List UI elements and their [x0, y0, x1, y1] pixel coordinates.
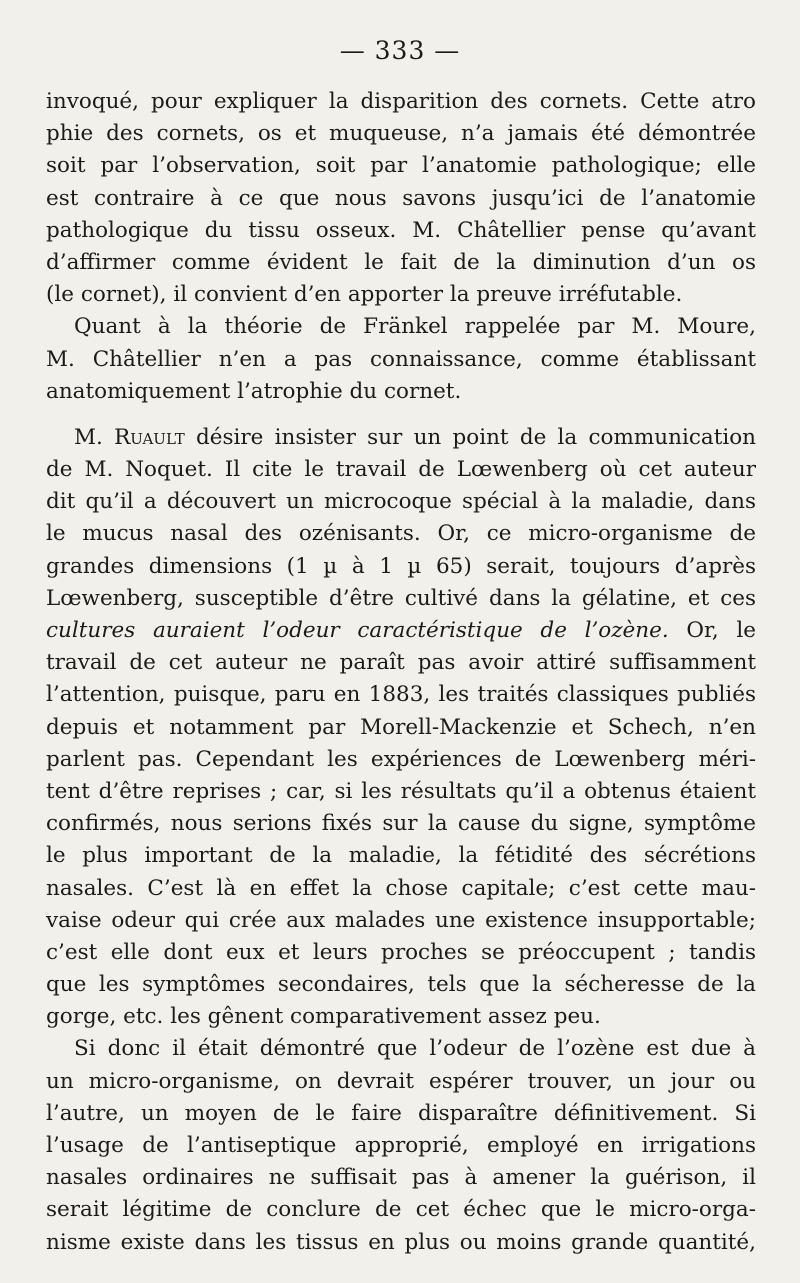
text-line: est contraire à ce que nous savons jusqu’ici de l’anatomie	[46, 185, 756, 211]
text-fragment: désire insister sur un point de la communication	[184, 424, 757, 450]
text-line: depuis et notamment par Morell-Mackenzie et Schech, n’en	[46, 714, 756, 740]
text-line: de M. Noquet. Il cite le travail de Lœwenberg où cet auteur	[46, 457, 756, 483]
text-line	[46, 615, 756, 647]
text-line: l’autre, un moyen de le faire disparaître définitivement. Si	[46, 1100, 756, 1126]
text-line: l’usage de l’antiseptique approprié, employé en irrigations	[46, 1133, 756, 1158]
text-line: dit qu’il a découvert un microcoque spécial à la maladie, dans	[46, 489, 756, 515]
text-line: vaise odeur qui crée aux malades une existence insupportable;	[46, 907, 756, 933]
speaker-name: Ruault	[114, 424, 185, 450]
text-line: c’est elle dont eux et leurs proches se préoccupent ; tandis	[46, 939, 756, 965]
text-line: nasales. C’est là en effet la chose capitale; c’est cette mau-	[46, 875, 756, 901]
text-line: Si donc il était démontré que l’odeur de l’ozène est due à	[74, 1036, 756, 1062]
text-fragment: M.	[74, 424, 115, 450]
body-text	[46, 86, 756, 1259]
text-line: Lœwenberg, susceptible d’être cultivé dans la gélatine, et ces	[46, 585, 756, 611]
text-fragment: Or, le	[668, 618, 756, 643]
text-line: le mucus nasal des ozénisants. Or, ce micro-organisme de	[46, 521, 756, 547]
text-line: pathologique du tissu osseux. M. Châtellier pense qu’avant	[46, 217, 756, 243]
text-line: serait légitime de conclure de cet échec que le micro-orga-	[46, 1197, 756, 1223]
text-line: le plus important de la maladie, la fétidité des sécrétions	[46, 843, 756, 869]
text-line: d’affirmer comme évident le fait de la diminution d’un os	[46, 249, 756, 275]
text-line: tent d’être reprises ; car, si les résultats qu’il a obtenus étaient	[46, 778, 756, 804]
text-line: l’attention, puisque, paru en 1883, les traités classiques publiés	[46, 682, 756, 708]
paragraph-gap	[46, 408, 756, 422]
text-line: parlent pas. Cependant les expériences de Lœwenberg méri-	[46, 746, 756, 772]
text-line: anatomiquement l’atrophie du cornet.	[46, 378, 462, 404]
page-number: — 333 —	[339, 36, 461, 65]
text-line: (le cornet), il convient d’en apporter la preuve irréfutable.	[46, 282, 683, 308]
text-line: confirmés, nous serions fixés sur la cause du signe, symptôme	[46, 811, 756, 837]
text-line: nasales ordinaires ne suffisait pas à amener la guérison, il	[46, 1165, 756, 1191]
text-line	[46, 422, 756, 454]
text-line: Quant à la théorie de Fränkel rappelée par M. Moure,	[74, 314, 756, 340]
text-line: que les symptômes secondaires, tels que la sécheresse de la	[46, 972, 756, 998]
italic-quote: cultures auraient l’odeur caractéristique de l’ozène.	[46, 618, 669, 643]
text-line: M. Châtellier n’en a pas connaissance, comme établissant	[46, 346, 756, 372]
text-line: grandes dimensions (1 µ à 1 µ 65) serait, toujours d’après	[46, 553, 756, 579]
text-line: travail de cet auteur ne paraît pas avoir attiré suffisamment	[46, 650, 756, 676]
text-line: un micro-organisme, on devrait espérer trouver, un jour ou	[46, 1068, 756, 1094]
text-line: phie des cornets, os et muqueuse, n’a jamais été démontrée	[46, 121, 756, 147]
text-line: soit par l’observation, soit par l’anatomie pathologique; elle	[46, 153, 756, 179]
text-line: nisme existe dans les tissus en plus ou moins grande quantité,	[46, 1229, 756, 1255]
text-line: gorge, etc. les gênent comparativement assez peu.	[46, 1004, 601, 1030]
text-line: invoqué, pour expliquer la disparition des cornets. Cette atro	[46, 89, 756, 114]
